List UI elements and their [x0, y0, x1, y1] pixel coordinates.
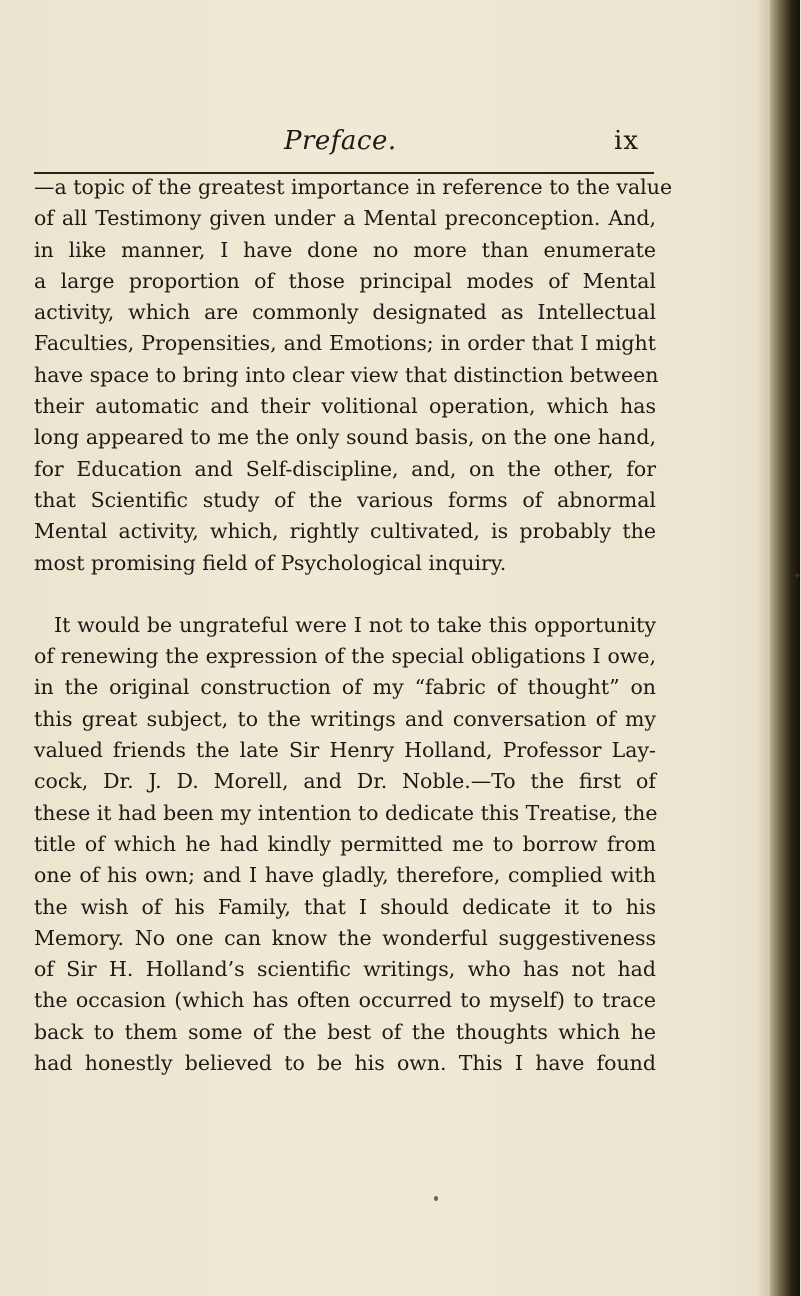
- paragraph-2: [34, 610, 656, 1079]
- text-line: have space to bring into clear view that distinction between: [34, 362, 659, 387]
- text-line: a large proportion of those principal modes of Mental: [34, 268, 656, 293]
- text-line: title of which he had kindly permitted me to borrow from: [34, 831, 656, 856]
- running-title: Preface.: [284, 126, 397, 156]
- text-line: back to them some of the best of the thoughts which he: [34, 1019, 656, 1044]
- text-line: most promising field of Psychological inquiry.: [34, 550, 507, 575]
- text-line: in like manner, I have done no more than enumerate: [34, 237, 656, 262]
- text-line: It would be ungrateful were I not to take this opportunity: [54, 612, 656, 637]
- paragraph-1: [34, 172, 673, 579]
- page-header: [34, 126, 654, 166]
- text-line: had honestly believed to be his own. This I have found: [34, 1051, 656, 1076]
- text-line: —a topic of the greatest importance in reference to the value: [34, 175, 673, 199]
- text-line: the occasion (which has often occurred to myself) to trace: [34, 988, 656, 1013]
- text-line: for Education and Self-discipline, and, on the other, for: [34, 456, 656, 481]
- text-line: this great subject, to the writings and conversation of my: [34, 706, 656, 731]
- text-line: valued friends the late Sir Henry Holland, Professor Lay-: [34, 738, 656, 763]
- text-line: Mental activity, which, rightly cultivated, is probably the: [34, 519, 656, 544]
- text-line: activity, which are commonly designated as Intellectual: [34, 300, 656, 325]
- body-text: [34, 172, 673, 1079]
- text-line: of renewing the expression of the special obligations I owe,: [34, 644, 656, 669]
- text-line: of all Testimony given under a Mental preconception. And,: [34, 206, 656, 231]
- text-line: these it had been my intention to dedicate this Treatise, the: [34, 800, 658, 825]
- text-line: Faculties, Propensities, and Emotions; in order that I might: [34, 331, 656, 356]
- page-number: ix: [614, 126, 639, 156]
- text-line: their automatic and their volitional operation, which has: [34, 394, 656, 419]
- text-line: in the original construction of my “fabric of thought” on: [34, 675, 656, 700]
- margin-mark-icon: ✦: [793, 571, 801, 582]
- page-gutter-shadow: [756, 0, 770, 1296]
- text-line: the wish of his Family, that I should dedicate it to his: [34, 894, 656, 919]
- text-line: cock, Dr. J. D. Morell, and Dr. Noble.—To the first of: [34, 769, 656, 794]
- text-line: one of his own; and I have gladly, therefore, complied with: [34, 863, 656, 888]
- text-line: Memory. No one can know the wonderful suggestiveness: [34, 925, 656, 950]
- text-line: of Sir H. Holland’s scientific writings, who has not had: [34, 957, 656, 982]
- adjacent-page-edge: [770, 0, 800, 1296]
- text-line: long appeared to me the only sound basis, on the one hand,: [34, 425, 656, 450]
- text-line: that Scientific study of the various forms of abnormal: [34, 487, 656, 512]
- ink-speck: [434, 1196, 438, 1201]
